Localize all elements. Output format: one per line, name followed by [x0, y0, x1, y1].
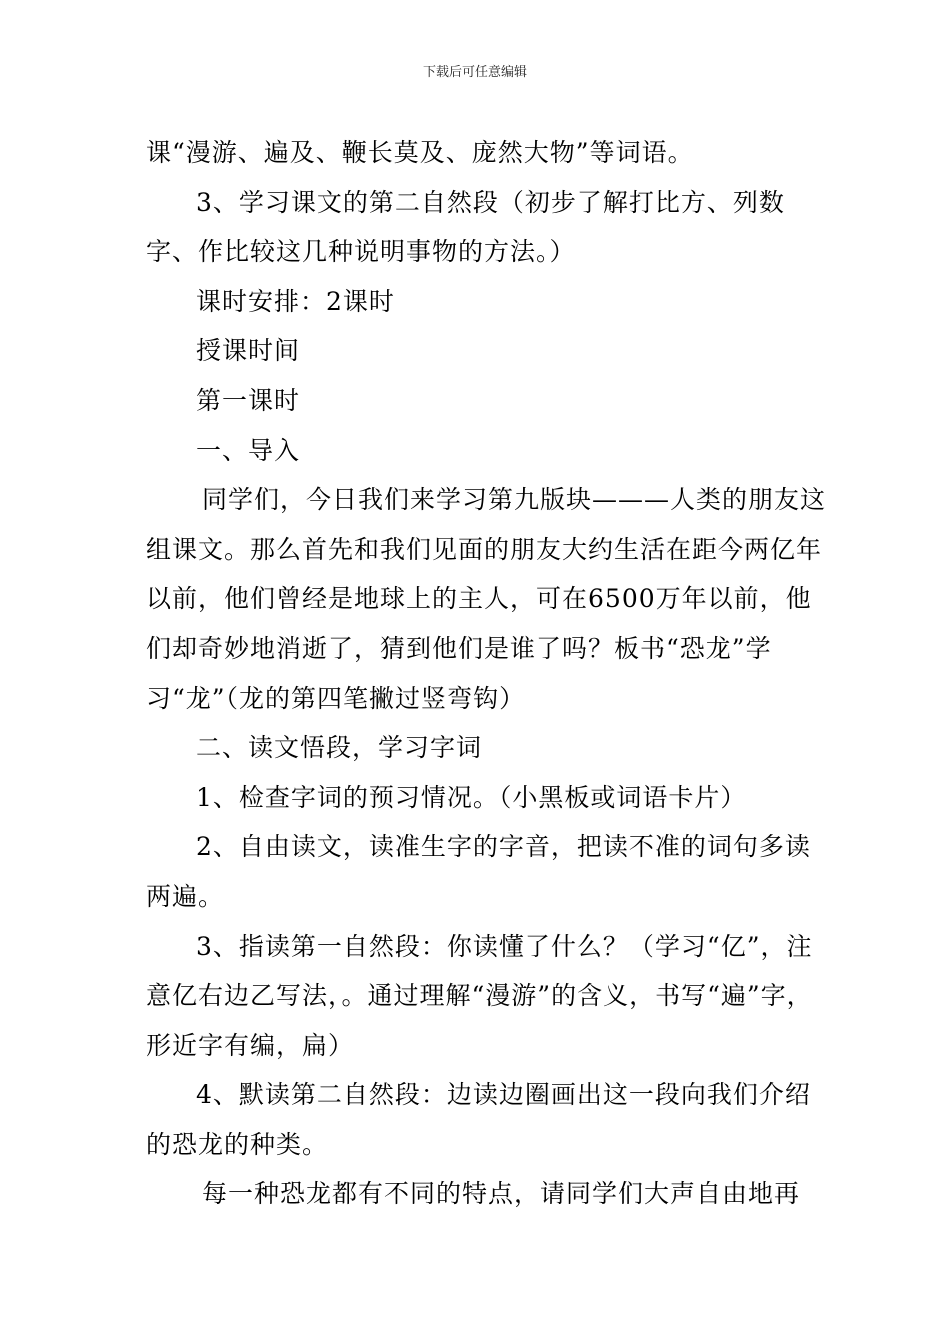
- paragraph-step-4: 4、默读第二自然段：边读边圈画出这一段向我们介绍的恐龙的种类。: [146, 1080, 811, 1159]
- paragraph-lesson-one-heading: 第一课时: [196, 385, 301, 415]
- paragraph-schedule: 课时安排：2课时: [196, 286, 395, 316]
- paragraph-section-intro-heading: 一、导入: [196, 435, 301, 465]
- paragraph-step-1: 1、检查字词的预习情况。（小黑板或词语卡片）: [196, 782, 747, 812]
- paragraph-intro-text: 同学们，今日我们来学习第九版块———人类的朋友这组课文。那么首先和我们见面的朋友大约生活在距今两亿年以前，他们曾经是地球上的主人，可在6500万年以前，他们却奇妙地消逝了，猜到他们是谁了吗？板书“恐龙”学习“龙”（龙的第四笔撇过竖弯钩）: [146, 485, 827, 713]
- paragraph-teaching-time: 授课时间: [196, 336, 301, 366]
- paragraph-objective-3: 3、学习课文的第二自然段（初步了解打比方、列数字、作比较这几种说明事物的方法。）: [146, 187, 785, 267]
- paragraph-continuation: 每一种恐龙都有不同的特点，请同学们大声自由地再: [202, 1179, 801, 1209]
- paragraph-step-2: 2、自由读文，读准生字的字音，把读不准的词句多读两遍。: [146, 832, 811, 911]
- paragraph-vocabulary-list: 课“漫游、遍及、鞭长莫及、庞然大物”等词语。: [146, 138, 694, 167]
- paragraph-section-reading-heading: 二、读文悟段，学习字词: [196, 733, 483, 763]
- paragraph-step-3: 3、指读第一自然段：你读懂了什么？（学习“亿”，注意亿右边乙写法，。通过理解“漫游”的含义，书写“遍”字，形近字有编，扁）: [146, 931, 813, 1060]
- page-header: 下载后可任意编辑: [422, 65, 527, 80]
- document-body: [146, 128, 826, 1219]
